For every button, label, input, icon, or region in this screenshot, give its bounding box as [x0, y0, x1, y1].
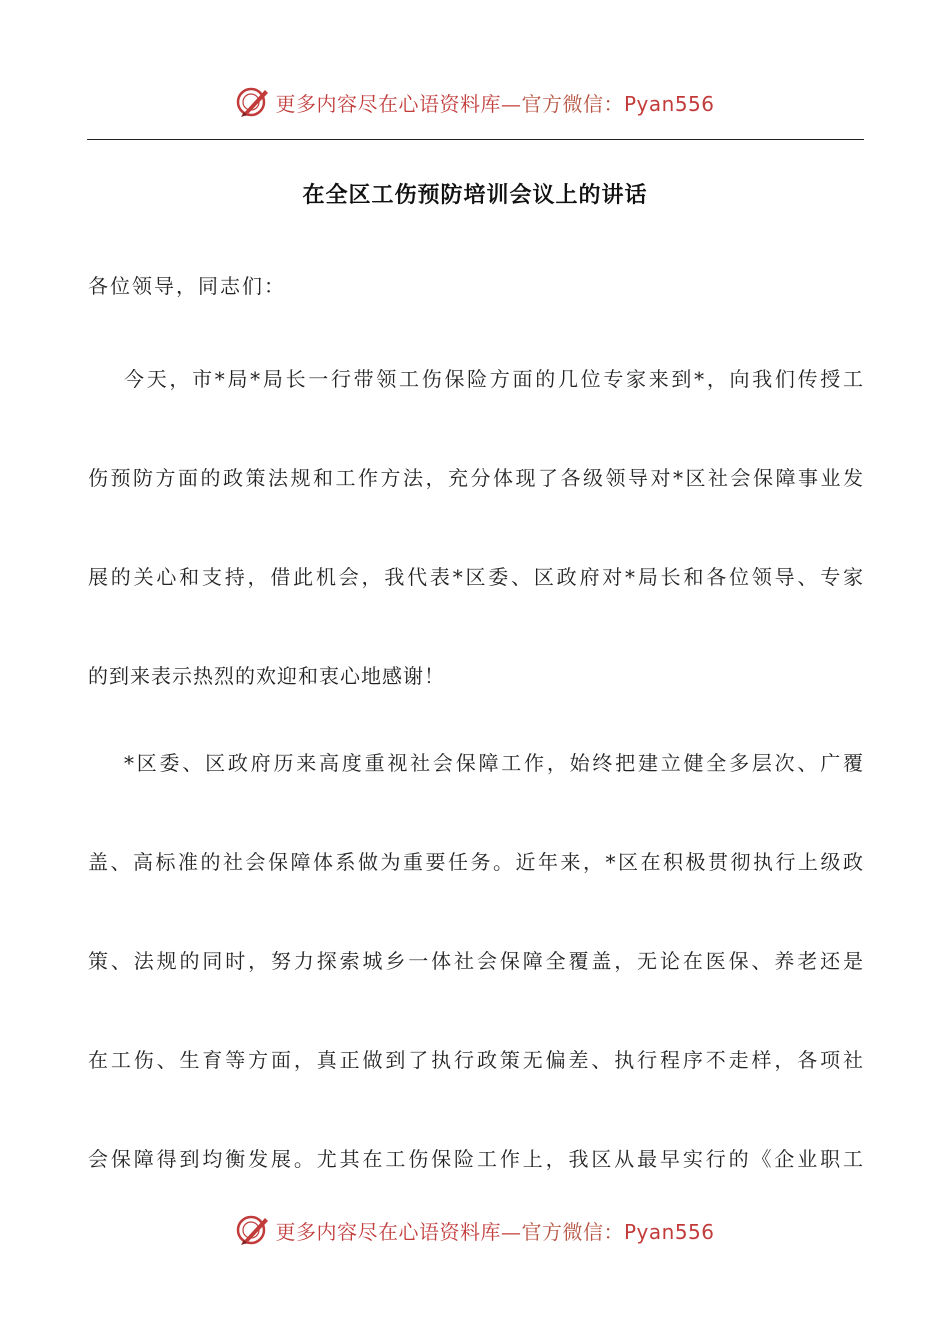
header-watermark-banner: [0, 82, 950, 122]
body-line: 展的关心和支持，借此机会，我代表*区委、区政府对*局长和各位领导、专家: [88, 565, 864, 589]
pen-nib-logo-icon: [235, 84, 271, 120]
document-title: 在全区工伤预防培训会议上的讲话: [302, 183, 648, 208]
body-line: 伤预防方面的政策法规和工作方法，充分体现了各级领导对*区社会保障事业发: [88, 466, 864, 490]
body-line: 策、法规的同时，努力探索城乡一体社会保障全覆盖，无论在医保、养老还是: [88, 949, 864, 973]
salutation: 各位领导，同志们：: [88, 274, 286, 298]
watermark-main-text: 更多内容尽在心语资料库: [275, 1219, 501, 1244]
footer-watermark-banner: [0, 1210, 950, 1250]
watermark-dash: —: [500, 1219, 522, 1244]
watermark-text: [275, 88, 714, 117]
watermark-wechat-label: 官方微信：: [521, 1219, 624, 1244]
header-divider: [87, 139, 864, 140]
watermark-wechat-label: 官方微信：: [521, 91, 624, 116]
body-line: 在工伤、生育等方面，真正做到了执行政策无偏差、执行程序不走样，各项社: [88, 1048, 864, 1072]
watermark-dash: —: [500, 91, 522, 116]
body-line: 今天，市*局*局长一行带领工伤保险方面的几位专家来到*，向我们传授工: [124, 367, 864, 391]
pen-nib-logo-icon: [235, 1212, 271, 1248]
body-line: 的到来表示热烈的欢迎和衷心地感谢！: [88, 664, 445, 688]
body-line: *区委、区政府历来高度重视社会保障工作，始终把建立健全多层次、广覆: [124, 751, 864, 775]
body-line: 会保障得到均衡发展。尤其在工伤保险工作上，我区从最早实行的《企业职工: [88, 1147, 864, 1171]
watermark-main-text: 更多内容尽在心语资料库: [275, 91, 501, 116]
watermark-wechat-id: Pyan556: [623, 91, 715, 116]
body-line: 盖、高标准的社会保障体系做为重要任务。近年来，*区在积极贯彻执行上级政: [88, 850, 864, 874]
watermark-text: [275, 1216, 714, 1245]
watermark-wechat-id: Pyan556: [623, 1219, 715, 1244]
